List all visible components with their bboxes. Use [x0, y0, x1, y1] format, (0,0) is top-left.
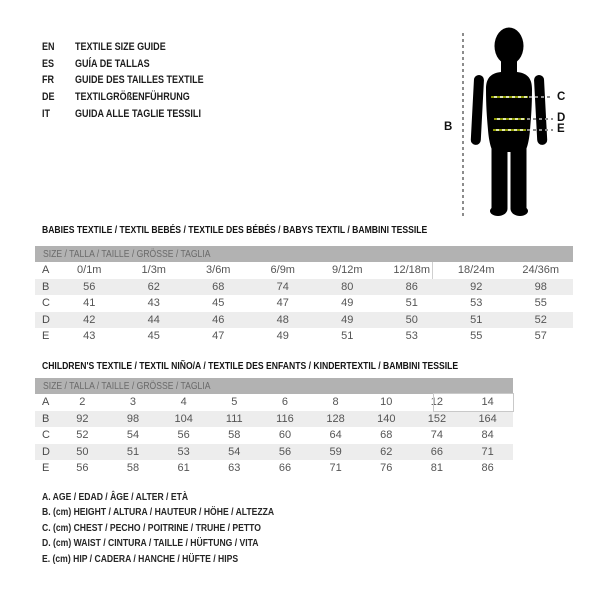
chest-leader-line	[529, 96, 553, 98]
cell: 56	[278, 445, 292, 458]
cell: 92	[76, 412, 89, 425]
cell: 55	[470, 330, 483, 343]
cell: 74	[430, 429, 444, 442]
cell: 56	[83, 280, 96, 293]
cell: 45	[147, 330, 160, 343]
cell: 49	[341, 313, 354, 326]
language-title: TEXTILGRÖßENFÜHRUNG	[75, 91, 190, 104]
hip-leader-line	[527, 129, 553, 131]
cell: 50	[405, 313, 418, 326]
cell: 1/3m	[141, 264, 166, 276]
children-size-table	[35, 378, 513, 477]
cell: 58	[228, 429, 241, 442]
image-seam-line	[432, 262, 433, 279]
cell: 62	[380, 445, 393, 458]
cell: 58	[126, 462, 140, 475]
chest-measure-line	[491, 96, 528, 98]
measure-label-e: E	[557, 123, 565, 135]
cell: 5	[231, 396, 238, 408]
row-label: D	[42, 313, 50, 326]
cell: 53	[470, 297, 483, 310]
cell: 3/6m	[206, 264, 231, 276]
cell: 41	[83, 297, 96, 310]
cell: 56	[76, 462, 89, 475]
cell: 54	[126, 429, 140, 442]
cell: 44	[147, 313, 160, 326]
cell: 42	[83, 313, 96, 326]
cell: 51	[470, 313, 483, 326]
cell: 71	[481, 445, 494, 458]
language-title: TEXTILE SIZE GUIDE	[75, 41, 166, 53]
cell: 63	[228, 462, 241, 475]
legend-item-waist: D. (cm) WAIST / CINTURA / TAILLE / HÜFTUNG / VITA	[42, 537, 259, 550]
row-label: E	[42, 330, 50, 343]
table-row	[35, 312, 573, 329]
cell: 140	[377, 412, 396, 425]
language-title: GUIDA ALLE TAGLIE TESSILI	[75, 107, 201, 120]
table-row	[35, 411, 513, 428]
height-measure-line-b	[462, 33, 464, 218]
cell: 50	[76, 445, 89, 458]
table-row	[35, 427, 513, 444]
legend-item-chest: C. (cm) CHEST / PECHO / POITRINE / TRUHE / PETTO	[42, 521, 261, 534]
cell: 86	[405, 280, 418, 293]
legend-item-age: A. AGE / EDAD / ÂGE / ALTER / ETÀ	[42, 491, 189, 503]
cell: 57	[534, 330, 547, 343]
babies-section-heading-text: BABIES TEXTILE / TEXTIL BEBÉS / TEXTILE DES BÉBÉS / BABYS TEXTIL / BAMBINI TESSILE	[42, 224, 428, 236]
language-title: GUÍA DE TALLAS	[75, 57, 150, 70]
cell: 68	[212, 280, 225, 293]
cell: 43	[147, 297, 160, 310]
language-title: GUIDE DES TAILLES TEXTILE	[75, 74, 204, 87]
row-label: C	[42, 429, 50, 442]
table-row	[35, 444, 513, 461]
row-label: B	[42, 280, 50, 293]
table-header-row	[35, 246, 573, 262]
cell: 2	[79, 396, 86, 408]
table-row	[35, 460, 513, 477]
cell: 81	[430, 462, 444, 475]
cell: 61	[177, 462, 190, 475]
language-code: ES	[42, 57, 55, 70]
cell: 98	[534, 280, 547, 293]
cell: 47	[212, 330, 225, 343]
table-header-text: SIZE / TALLA / TAILLE / GRÖSSE / TAGLIA	[43, 380, 211, 392]
cell: 51	[405, 297, 418, 310]
babies-section-heading	[42, 225, 512, 236]
language-row-fr	[42, 72, 232, 89]
table-row	[35, 295, 573, 312]
cell: 6	[281, 396, 289, 408]
cell: 12/18m	[393, 264, 431, 276]
cell: 55	[534, 297, 547, 310]
cell: 116	[276, 412, 294, 425]
cell: 53	[405, 330, 418, 343]
row-label: C	[42, 297, 50, 310]
language-code: DE	[42, 91, 55, 104]
cell: 10	[380, 396, 393, 408]
cell: 49	[276, 330, 289, 343]
row-label: B	[42, 412, 50, 425]
cell: 8	[332, 396, 339, 408]
babies-size-table	[35, 246, 573, 345]
cell: 71	[329, 462, 342, 475]
cell: 86	[481, 462, 494, 475]
cell: 53	[177, 445, 190, 458]
language-row-es	[42, 56, 232, 73]
waist-measure-line	[494, 118, 525, 120]
cell: 6/9m	[270, 264, 295, 276]
cell: 92	[470, 280, 483, 293]
cell: 98	[126, 412, 140, 425]
cell: 164	[478, 412, 497, 425]
cell: 56	[177, 429, 190, 442]
cell: 66	[430, 445, 444, 458]
cell: 80	[341, 280, 354, 293]
cell: 62	[147, 280, 160, 293]
cell: 66	[278, 462, 292, 475]
cell: 128	[326, 412, 345, 425]
cell: 18/24m	[457, 264, 495, 276]
cell: 4	[180, 396, 187, 408]
language-code: EN	[42, 41, 55, 53]
cell: 47	[276, 297, 289, 310]
cell: 49	[341, 297, 354, 310]
table-header-row	[35, 378, 513, 394]
cell: 45	[212, 297, 225, 310]
cell: 14	[481, 396, 494, 408]
cell: 76	[380, 462, 393, 475]
table-row	[35, 262, 573, 279]
cell: 9/12m	[331, 264, 363, 276]
table-row	[35, 328, 573, 345]
cell: 3	[129, 396, 137, 408]
language-row-de	[42, 89, 232, 106]
table-header-text: SIZE / TALLA / TAILLE / GRÖSSE / TAGLIA	[43, 248, 211, 260]
cell: 51	[341, 330, 354, 343]
cell: 54	[228, 445, 241, 458]
children-section-heading-text: CHILDREN'S TEXTILE / TEXTIL NIÑO/A / TEXTILE DES ENFANTS / KINDERTEXTIL / BAMBINI TESSILE	[42, 360, 459, 372]
cell: 104	[174, 412, 193, 425]
cell: 111	[225, 412, 243, 425]
children-section-heading	[42, 361, 550, 372]
cell: 84	[481, 429, 494, 442]
row-label: E	[42, 462, 50, 475]
hip-measure-line	[493, 129, 526, 131]
legend-item-hip: E. (cm) HIP / CADERA / HANCHE / HÜFTE / HIPS	[42, 552, 239, 565]
cell: 46	[212, 313, 225, 326]
language-guide-list	[42, 39, 232, 123]
language-code: FR	[42, 74, 55, 87]
table-row	[35, 279, 573, 296]
waist-leader-line	[527, 118, 553, 120]
cell: 59	[329, 445, 342, 458]
cell: 152	[427, 412, 447, 425]
measure-label-d: D	[557, 112, 566, 124]
cell: 12	[430, 396, 444, 408]
row-label: A	[42, 396, 50, 408]
row-label: A	[42, 264, 50, 276]
cell: 68	[380, 429, 393, 442]
cell: 48	[276, 313, 289, 326]
cell: 52	[76, 429, 89, 442]
cell: 60	[278, 429, 292, 442]
cell: 52	[534, 313, 547, 326]
cell: 24/36m	[522, 264, 560, 276]
table-header	[35, 378, 513, 394]
table-row	[35, 394, 513, 411]
cell: 74	[276, 280, 289, 293]
row-label: D	[42, 445, 50, 458]
cell: 64	[329, 429, 342, 442]
cell: 0/1m	[77, 264, 102, 276]
measure-label-c: C	[557, 91, 566, 103]
language-code: IT	[42, 107, 51, 120]
measure-label-b: B	[444, 121, 453, 133]
language-row-en	[42, 39, 232, 56]
language-row-it	[42, 106, 232, 123]
cell: 43	[83, 330, 96, 343]
cell: 51	[126, 445, 140, 458]
legend-item-height: B. (cm) HEIGHT / ALTURA / HAUTEUR / HÖHE / ALTEZZA	[42, 506, 275, 519]
table-header	[35, 246, 573, 262]
measurement-legend	[42, 490, 325, 567]
